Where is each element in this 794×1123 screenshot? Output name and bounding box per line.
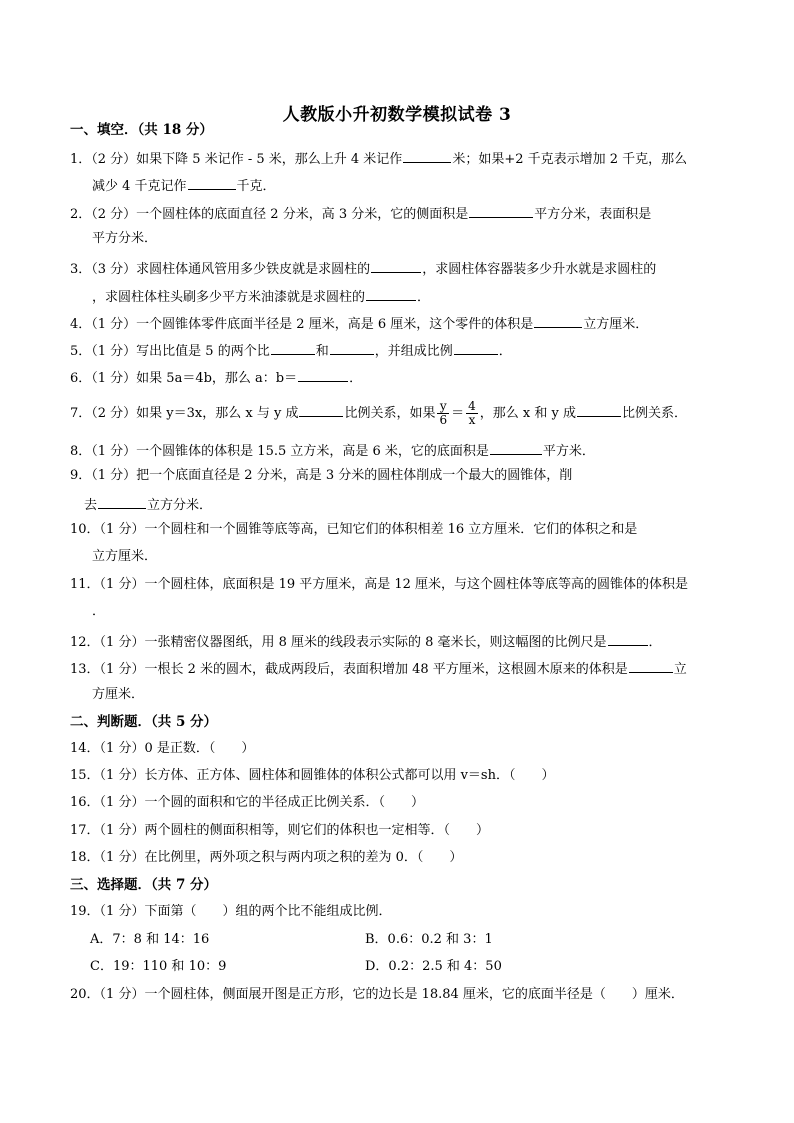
question-11-cont bbox=[92, 603, 752, 621]
q9-text-a: 9．（1 分）把一个底面直径是 2 分米，高是 3 分米的圆柱体削成一个最大的圆锥体，削 bbox=[70, 468, 573, 483]
question-18: 18．（1 分）在比例里，两外项之积与两内项之积的差为 0．（ ） bbox=[70, 850, 463, 865]
question-13 bbox=[70, 658, 730, 679]
question-16: 16．（1 分）一个圆的面积和它的半径成正比例关系．（ ） bbox=[70, 795, 424, 810]
section-multiple-choice: 三、选择题．（共 7 分） bbox=[70, 877, 218, 893]
q2-text-a: 2．（2 分）一个圆柱体的底面直径 2 分米，高 3 分米，它的侧面积是 bbox=[70, 207, 469, 222]
q11-text-b: ． bbox=[92, 604, 106, 619]
fraction-numerator: 4 bbox=[468, 399, 476, 413]
answer-blank[interactable] bbox=[188, 175, 236, 190]
question-10-cont bbox=[92, 548, 752, 566]
page-title: 人教版小升初数学模拟试卷 3 bbox=[282, 105, 512, 125]
q7-text-d: 比例关系． bbox=[622, 406, 688, 421]
q10-text-b: 立方厘米． bbox=[92, 549, 158, 564]
q4-text-a: 4．（1 分）一个圆锥体零件底面半径是 2 厘米，高是 6 厘米，这个零件的体积是 bbox=[70, 317, 534, 332]
q7-text-b: 比例关系，如果 bbox=[344, 406, 436, 421]
question-2 bbox=[70, 203, 730, 224]
q1-text-c: 减少 4 千克记作 bbox=[92, 179, 187, 194]
q13-text-a: 13．（1 分）一根长 2 米的圆木，截成两段后，表面积增加 48 平方厘米，这根圆木原来的体积是 bbox=[70, 662, 628, 677]
equals-sign: ＝ bbox=[451, 406, 465, 421]
q13-text-b: 立 bbox=[673, 662, 687, 677]
q11-text-a: 11．（1 分）一个圆柱体，底面积是 19 平方厘米，高是 12 厘米，与这个圆柱体等底等高的圆锥体的体积是 bbox=[70, 577, 689, 592]
question-2-cont bbox=[92, 230, 752, 248]
question-3-cont bbox=[92, 286, 752, 307]
question-6 bbox=[70, 367, 730, 388]
q3-text-c: ，求圆柱体柱头刷多少平方米油漆就是求圆柱的 bbox=[92, 290, 366, 305]
q9-text-b: 去 bbox=[84, 498, 98, 513]
q5-text-b: 和 bbox=[315, 344, 329, 359]
q10-text-a: 10．（1 分）一个圆柱和一个圆锥等底等高，已知它们的体积相差 16 立方厘米．它们的体积之和是 bbox=[70, 522, 638, 537]
q8-text-a: 8．（1 分）一个圆锥体的体积是 15.5 立方米，高是 6 米，它的底面积是 bbox=[70, 444, 489, 459]
option-a[interactable]: A．7：8 和 14：16 bbox=[90, 932, 210, 947]
question-12 bbox=[70, 631, 730, 652]
question-9-cont bbox=[84, 494, 744, 515]
answer-blank[interactable] bbox=[577, 402, 621, 417]
q13-text-c: 方厘米． bbox=[92, 687, 145, 702]
q8-text-b: 平方米． bbox=[542, 444, 595, 459]
q12-text-b: ． bbox=[648, 635, 662, 650]
q1-text-a: 1．（2 分）如果下降 5 米记作 - 5 米，那么上升 4 米记作 bbox=[70, 152, 403, 167]
question-4 bbox=[70, 313, 730, 334]
fraction-numerator: y bbox=[437, 400, 449, 414]
answer-blank[interactable] bbox=[366, 286, 416, 301]
q3-text-a: 3．（3 分）求圆柱体通风管用多少铁皮就是求圆柱的 bbox=[70, 262, 371, 277]
answer-blank[interactable] bbox=[469, 203, 533, 218]
question-13-cont bbox=[92, 686, 752, 704]
answer-blank[interactable] bbox=[454, 340, 498, 355]
q5-text-c: ，并组成比例 bbox=[374, 344, 453, 359]
answer-blank[interactable] bbox=[403, 148, 451, 163]
question-5 bbox=[70, 340, 730, 361]
question-1 bbox=[70, 148, 730, 169]
q7-text-c: ，那么 x 和 y 成 bbox=[479, 406, 576, 421]
fraction-denominator: 6 bbox=[439, 413, 448, 427]
section-fill-in: 一、填空．（共 18 分） bbox=[70, 122, 213, 138]
answer-blank[interactable] bbox=[629, 658, 673, 673]
q4-text-b: 立方厘米． bbox=[583, 317, 649, 332]
option-b[interactable]: B．0.6：0.2 和 3：1 bbox=[365, 932, 493, 947]
question-9 bbox=[70, 467, 730, 485]
question-14: 14．（1 分）0 是正数．（ ） bbox=[70, 741, 255, 756]
fraction-4-over-x bbox=[466, 400, 478, 427]
answer-blank[interactable] bbox=[299, 402, 343, 417]
q5-text-d: ． bbox=[498, 344, 512, 359]
q2-text-c: 平方分米． bbox=[92, 231, 158, 246]
q1-text-d: 千克． bbox=[236, 179, 276, 194]
q3-text-d: ． bbox=[417, 290, 431, 305]
q1-text-b: 米；如果+2 千克表示增加 2 千克，那么 bbox=[452, 152, 688, 167]
question-20: 20．（1 分）一个圆柱体，侧面展开图是正方形，它的边长是 18.84 厘米，它的底面半径是（ ）厘米． bbox=[70, 987, 684, 1002]
question-17: 17．（1 分）两个圆柱的侧面积相等，则它们的体积也一定相等．（ ） bbox=[70, 823, 489, 838]
option-d[interactable]: D．0.2：2.5 和 4：50 bbox=[365, 959, 502, 974]
fraction-denominator: x bbox=[468, 413, 476, 427]
answer-blank[interactable] bbox=[608, 631, 648, 646]
q12-text-a: 12．（1 分）一张精密仪器图纸，用 8 厘米的线段表示实际的 8 毫米长，则这幅图的比例尺是 bbox=[70, 635, 607, 650]
answer-blank[interactable] bbox=[490, 440, 542, 455]
fraction-y-over-6 bbox=[437, 400, 449, 427]
q9-text-c: 立方分米． bbox=[147, 498, 213, 513]
q6-text-a: 6．（1 分）如果 5a＝4b，那么 a：b＝ bbox=[70, 371, 298, 386]
answer-blank[interactable] bbox=[298, 367, 348, 382]
q2-text-b: 平方分米，表面积是 bbox=[534, 207, 652, 222]
question-3 bbox=[70, 258, 730, 279]
question-1-cont bbox=[92, 175, 752, 196]
q7-text-a: 7．（2 分）如果 y＝3x，那么 x 与 y 成 bbox=[70, 406, 299, 421]
answer-blank[interactable] bbox=[271, 340, 315, 355]
answer-blank[interactable] bbox=[330, 340, 374, 355]
q5-text-a: 5．（1 分）写出比值是 5 的两个比 bbox=[70, 344, 270, 359]
answer-blank[interactable] bbox=[98, 494, 146, 509]
question-10 bbox=[70, 521, 730, 539]
answer-blank[interactable] bbox=[371, 258, 421, 273]
question-15: 15．（1 分）长方体、正方体、圆柱体和圆锥体的体积公式都可以用 v＝sh．（ ） bbox=[70, 768, 555, 783]
section-true-false: 二、判断题．（共 5 分） bbox=[70, 714, 218, 730]
question-8 bbox=[70, 440, 730, 461]
q6-text-b: ． bbox=[349, 371, 363, 386]
answer-blank[interactable] bbox=[534, 313, 582, 328]
question-11 bbox=[70, 576, 730, 594]
question-7 bbox=[70, 400, 730, 427]
q3-text-b: ，求圆柱体容器装多少升水就是求圆柱的 bbox=[422, 262, 657, 277]
question-19: 19．（1 分）下面第（ ）组的两个比不能组成比例． bbox=[70, 904, 392, 919]
option-c[interactable]: C．19：110 和 10：9 bbox=[90, 959, 227, 974]
